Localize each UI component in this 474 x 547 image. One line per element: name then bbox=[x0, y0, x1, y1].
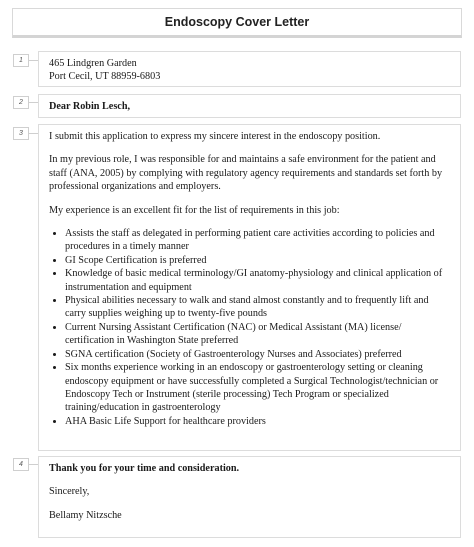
requirement-item: • GI Scope Certification is preferred bbox=[65, 254, 450, 267]
section-connector-2 bbox=[29, 102, 38, 103]
section-connector-3 bbox=[29, 133, 38, 134]
greeting: Dear Robin Lesch, bbox=[49, 101, 131, 112]
section-closing bbox=[38, 456, 461, 538]
signature: Bellamy Nitzsche bbox=[49, 509, 122, 521]
section-connector-4 bbox=[29, 464, 38, 465]
requirement-item: • Physical abilities necessary to walk and stand almost constantly and to frequently lift and carry supplies weighing up to twenty-five pounds bbox=[65, 294, 450, 321]
address-line-1: 465 Lindgren Garden bbox=[49, 58, 137, 69]
section-number-1: 1 bbox=[13, 54, 29, 67]
thanks-line: Thank you for your time and consideration. bbox=[49, 463, 240, 474]
requirement-item: • Current Nursing Assistant Certification (NAC) or Medical Assistant (MA) license/ certification in Washington State preferred bbox=[65, 321, 450, 348]
section-number-3: 3 bbox=[13, 127, 29, 140]
closing-line: Sincerely, bbox=[49, 486, 90, 498]
requirements-list bbox=[49, 227, 450, 428]
section-number-2: 2 bbox=[13, 96, 29, 109]
requirement-item: • Knowledge of basic medical terminology/GI anatomy-physiology and clinical application of instrumentation and equipment bbox=[65, 267, 450, 294]
section-address bbox=[38, 51, 461, 87]
fit-statement: My experience is an excellent fit for the list of requirements in this job: bbox=[49, 204, 340, 216]
requirement-item: • Six months experience working in an endoscopy or gastroenterology setting or cleaning endoscopy equipment or have successfully completed a Surgical Technologist/technician or Endoscopy Tech or Instrument (sterile processing) Tech Program or specialized training/education in gastroenterology bbox=[65, 361, 450, 415]
requirement-item: • Assists the staff as delegated in performing patient care activities according to policies and procedures in a timely manner bbox=[65, 227, 450, 254]
section-connector-1 bbox=[29, 60, 38, 61]
section-body bbox=[38, 124, 461, 451]
previous-role-paragraph: In my previous role, I was responsible for and maintains a safe environment for the patient and staff (ANA, 2005) by complying with regulatory agency requirements and standards set forth by professional organizations and employers. bbox=[49, 154, 443, 193]
address-line-2: Port Cecil, UT 88959-6803 bbox=[49, 71, 161, 83]
section-greeting bbox=[38, 94, 461, 118]
requirement-item: • SGNA certification (Society of Gastroenterology Nurses and Associates) preferred bbox=[65, 348, 450, 361]
section-number-4: 4 bbox=[13, 458, 29, 471]
document-title: Endoscopy Cover Letter bbox=[164, 15, 310, 29]
document-title-bar bbox=[12, 8, 462, 38]
requirement-item: • AHA Basic Life Support for healthcare providers bbox=[65, 415, 450, 428]
intro-paragraph: I submit this application to express my sincere interest in the endoscopy position. bbox=[49, 131, 381, 142]
